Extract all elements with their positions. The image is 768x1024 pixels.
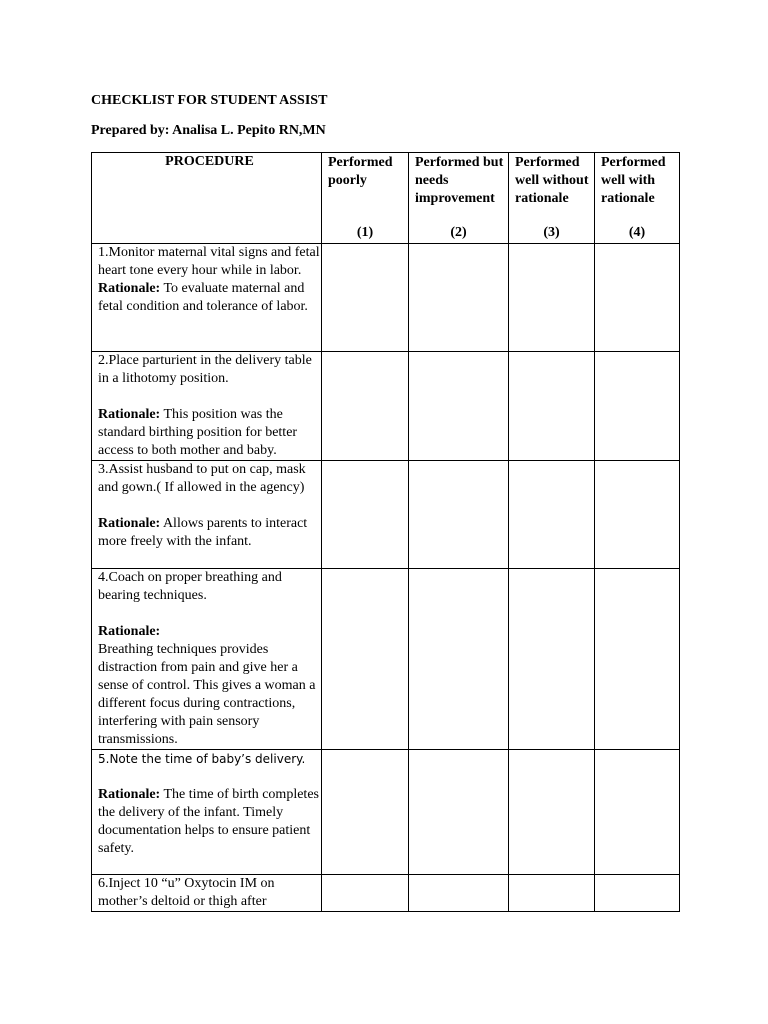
rating-header-label: Performed poorly [328, 155, 393, 188]
rating-cell-3[interactable] [509, 244, 595, 352]
rationale-label: Rationale: [98, 624, 161, 639]
rating-header-code: (4) [628, 225, 646, 240]
rating-cell-1[interactable] [322, 569, 409, 750]
table-row [92, 569, 680, 750]
rating-header-code: (3) [543, 225, 560, 240]
rating-cell-4[interactable] [595, 750, 680, 875]
rating-cell-3[interactable] [509, 875, 595, 912]
rating-cell-1[interactable] [322, 875, 409, 912]
rating-header-4 [595, 153, 680, 244]
rating-header-code: (1) [356, 225, 374, 240]
table-row [92, 352, 680, 461]
procedure-step: 1.Monitor maternal vital signs and fetal heart tone every hour while in labor. [98, 245, 320, 278]
rating-cell-4[interactable] [595, 461, 680, 569]
rating-header-label: Performed but needs improvement [415, 155, 504, 206]
procedure-cell [92, 244, 322, 352]
rating-header-code: (2) [450, 225, 467, 240]
rating-cell-2[interactable] [409, 875, 509, 912]
checklist-table [91, 152, 680, 912]
rationale-text: Allows parents to interact more freely with the infant. [98, 516, 308, 549]
spacer [98, 497, 321, 515]
table-row [92, 750, 680, 875]
procedure-step: 5.Note the time of baby’s delivery. [98, 752, 306, 766]
rationale-label: Rationale: [98, 516, 161, 531]
rating-cell-1[interactable] [322, 461, 409, 569]
procedure-step: 4.Coach on proper breathing and bearing techniques. [98, 570, 282, 603]
rationale-text: The time of birth completes the delivery of the infant. Timely documentation helps to ensure patient safety. [98, 787, 319, 856]
spacer [98, 605, 321, 623]
procedure-header: PROCEDURE [92, 153, 322, 244]
rating-header-2 [409, 153, 509, 244]
rating-cell-1[interactable] [322, 244, 409, 352]
procedure-step: 6.Inject 10 “u” Oxytocin IM on mother’s deltoid or thigh after [98, 876, 275, 909]
rating-header-label: Performed well with rationale [601, 155, 666, 206]
rating-cell-2[interactable] [409, 461, 509, 569]
header-row [92, 153, 680, 244]
rating-cell-3[interactable] [509, 352, 595, 461]
rating-cell-3[interactable] [509, 750, 595, 875]
spacer [98, 768, 321, 786]
rating-cell-2[interactable] [409, 569, 509, 750]
procedure-cell [92, 461, 322, 569]
procedure-cell [92, 569, 322, 750]
procedure-cell [92, 875, 322, 912]
rating-cell-4[interactable] [595, 569, 680, 750]
table-row [92, 244, 680, 352]
table-row [92, 461, 680, 569]
rating-cell-4[interactable] [595, 244, 680, 352]
rating-cell-1[interactable] [322, 750, 409, 875]
rationale-text: Breathing techniques provides distraction from pain and give her a sense of control. This gives a woman a different focus during contractions, interfering with pain sensory transmissions. [98, 642, 316, 747]
rating-cell-3[interactable] [509, 461, 595, 569]
rating-cell-2[interactable] [409, 352, 509, 461]
rating-cell-1[interactable] [322, 352, 409, 461]
rationale-text: To evaluate maternal and fetal condition and tolerance of labor. [98, 281, 308, 314]
procedure-cell [92, 750, 322, 875]
table-row [92, 875, 680, 912]
rationale-label: Rationale: [98, 787, 161, 802]
rationale-text: This position was the standard birthing position for better access to both mother and baby. [98, 407, 298, 458]
rating-header-label: Performed well without rationale [515, 155, 589, 206]
document-title: CHECKLIST FOR STUDENT ASSIST [91, 93, 328, 108]
spacer [98, 388, 321, 406]
rating-header-1 [322, 153, 409, 244]
rationale-label: Rationale: [98, 281, 161, 296]
rating-cell-4[interactable] [595, 875, 680, 912]
procedure-step: 3.Assist husband to put on cap, mask and gown.( If allowed in the agency) [98, 462, 306, 495]
rationale-label: Rationale: [98, 407, 161, 422]
rating-cell-3[interactable] [509, 569, 595, 750]
rating-cell-2[interactable] [409, 244, 509, 352]
procedure-cell [92, 352, 322, 461]
rating-cell-4[interactable] [595, 352, 680, 461]
rating-cell-2[interactable] [409, 750, 509, 875]
procedure-step: 2.Place parturient in the delivery table in a lithotomy position. [98, 353, 312, 386]
rating-header-3 [509, 153, 595, 244]
prepared-by-line: Prepared by: Analisa L. Pepito RN,MN [91, 123, 326, 138]
